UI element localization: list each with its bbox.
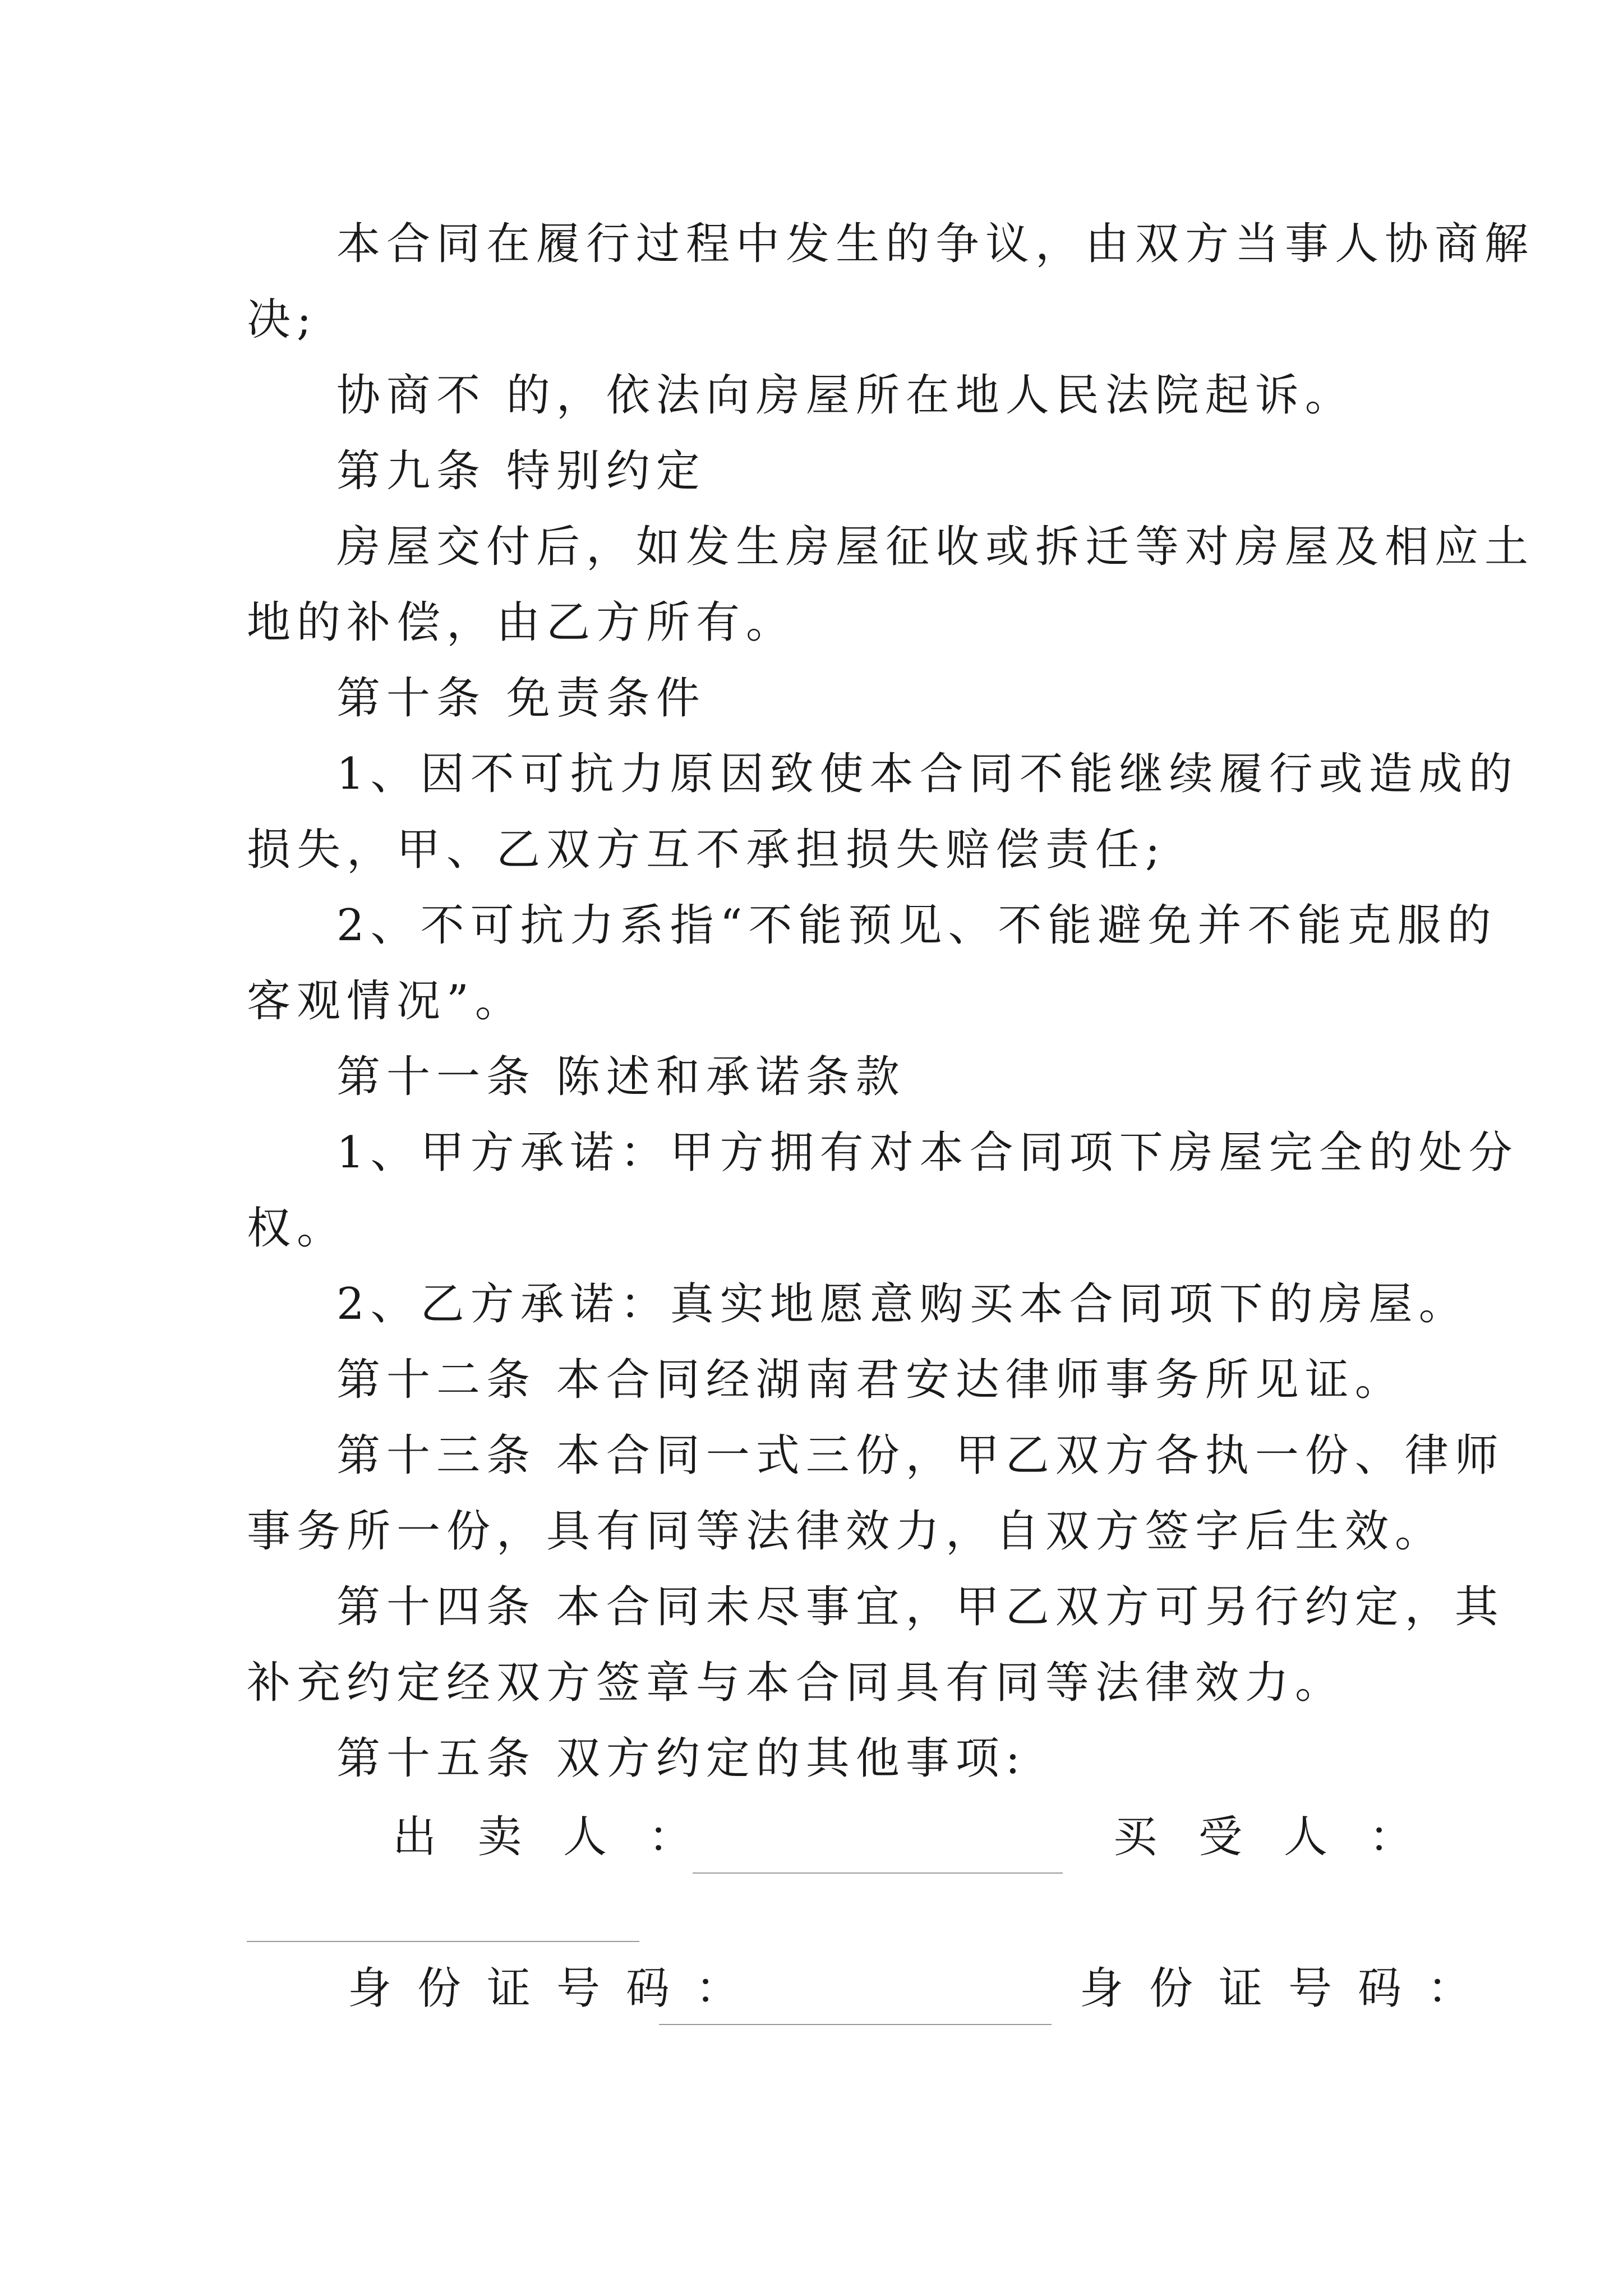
article-14-line1: 第十四条 本合同未尽事宜，甲乙双方可另行约定，其: [336, 1582, 1505, 1632]
buyer-signature-line[interactable]: [247, 1941, 639, 1942]
article-9-title: 第九条 特别约定: [336, 446, 706, 496]
article-11-item1-line2: 权。: [247, 1203, 347, 1254]
article-9-line2: 地的补偿，由乙方所有。: [247, 597, 796, 648]
article-12: 第十二条 本合同经湖南君安达律师事务所见证。: [336, 1355, 1405, 1405]
article-10-item2-line1: 2、不可抗力系指“不能预见、不能避免并不能克服的: [336, 900, 1497, 951]
article-10-item1-line1: 1、因不可抗力原因致使本合同不能继续履行或造成的: [336, 749, 1519, 799]
article-11-item1-line1: 1、甲方承诺：甲方拥有对本合同项下房屋完全的处分: [336, 1128, 1519, 1178]
article-10-item2-line2: 客观情况”。: [247, 976, 525, 1027]
paragraph-dispute-line2: 决;: [247, 295, 318, 345]
article-11-item2: 2、乙方承诺：真实地愿意购买本合同项下的房屋。: [336, 1279, 1469, 1329]
seller-id-line[interactable]: [659, 2024, 1052, 2025]
buyer-label: 买受人：: [1113, 1812, 1455, 1862]
article-13-line2: 事务所一份，具有同等法律效力，自双方签字后生效。: [247, 1506, 1445, 1557]
article-11-title: 第十一条 陈述和承诺条款: [336, 1052, 906, 1102]
seller-label: 出卖人：: [393, 1812, 734, 1862]
article-15: 第十五条 双方约定的其他事项:: [336, 1733, 1027, 1784]
article-13-line1: 第十三条 本合同一式三份，甲乙双方各执一份、律师: [336, 1430, 1505, 1481]
article-14-line2: 补充约定经双方签章与本合同具有同等法律效力。: [247, 1658, 1345, 1708]
article-10-title: 第十条 免责条件: [336, 673, 706, 724]
seller-id-label: 身份证号码：: [348, 1963, 766, 2014]
paragraph-litigation: 协商不 的，依法向房屋所在地人民法院起诉。: [336, 370, 1355, 421]
buyer-id-label: 身份证号码：: [1080, 1963, 1497, 2014]
article-9-line1: 房屋交付后，如发生房屋征收或拆迁等对房屋及相应土: [336, 522, 1535, 572]
paragraph-dispute-line1: 本合同在履行过程中发生的争议，由双方当事人协商解: [336, 219, 1535, 269]
article-10-item1-line2: 损失，甲、乙双方互不承担损失赔偿责任;: [247, 825, 1166, 875]
seller-signature-line[interactable]: [693, 1872, 1063, 1874]
